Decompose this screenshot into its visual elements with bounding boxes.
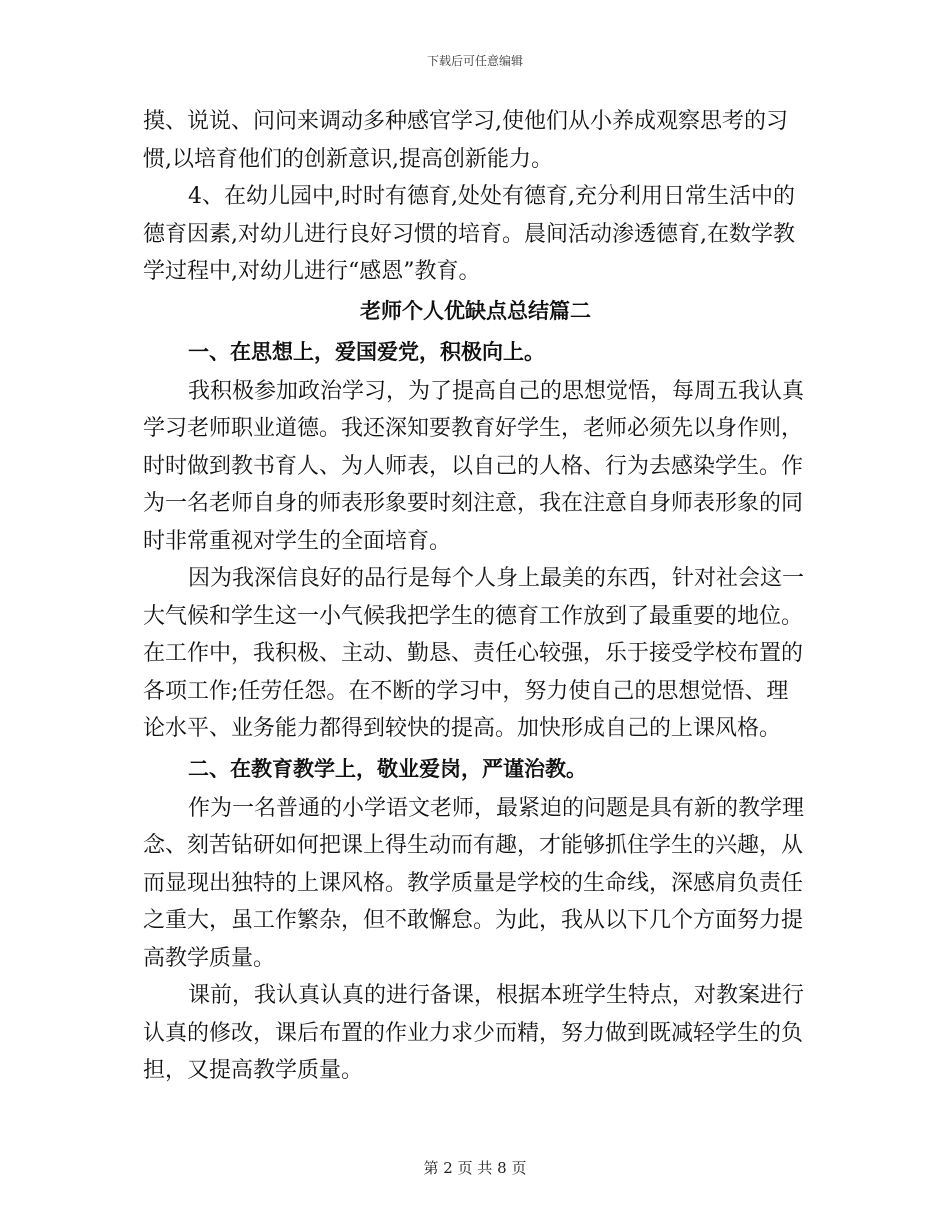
page-header: 下载后可任意编辑 <box>426 54 523 68</box>
section1-paragraph-1: 我积极参加政治学习，为了提高自己的思想觉悟，每周五我认真学习老师职业道德。我还深知要教育好学生，老师必须先以身作则，时时做到教书育人、为人师表，以自己的人格、行为去感染学生。作为一名老师自身的师表形象要时刻注意，我在注意自身师表形象的同时非常重视对学生的全面培育。 <box>143 378 805 554</box>
paragraph-item-4: 4、在幼儿园中,时时有德育,处处有德育,充分利用日常生活中的德育因素,对幼儿进行良好习惯的培育。晨间活动渗透德育,在数学教学过程中,对幼儿进行“感恩”教育。 <box>143 184 795 284</box>
section2-paragraph-2: 课前，我认真认真的进行备课，根据本班学生特点，对教案进行认真的修改，课后布置的作业力求少而精，努力做到既减轻学生的负担，又提高教学质量。 <box>143 983 805 1083</box>
section2-paragraph-1: 作为一名普通的小学语文老师，最紧迫的问题是具有新的教学理念、刻苦钻研如何把课上得生动而有趣，才能够抓住学生的兴趣，从而显现出独特的上课风格。教学质量是学校的生命线，深感肩负责任之重大，虽工作繁杂，但不敢懈怠。为此，我从以下几个方面努力提高教学质量。 <box>143 795 805 971</box>
paragraph-continued: 摸、说说、问问来调动多种感官学习,使他们从小养成观察思考的习惯,以培育他们的创新意识,提高创新能力。 <box>143 109 788 172</box>
page-footer: 第 2 页 共 8 页 <box>423 1159 527 1177</box>
section-title: 老师个人优缺点总结篇二 <box>360 297 591 323</box>
heading-one: 一、在思想上，爱国爱党，积极向上。 <box>188 338 545 364</box>
section1-paragraph-2: 因为我深信良好的品行是每个人身上最美的东西，针对社会这一大气候和学生这一小气候我把学生的德育工作放到了最重要的地位。在工作中，我积极、主动、勤恳、责任心较强，乐于接受学校布置的各项工作;任劳任怨。在不断的学习中，努力使自己的思想觉悟、理论水平、业务能力都得到较快的提高。加快形成自己的上课风格。 <box>143 566 805 741</box>
document-body <box>143 103 808 1090</box>
heading-two: 二、在教育教学上，敬业爱岗，严谨治教。 <box>188 755 587 781</box>
